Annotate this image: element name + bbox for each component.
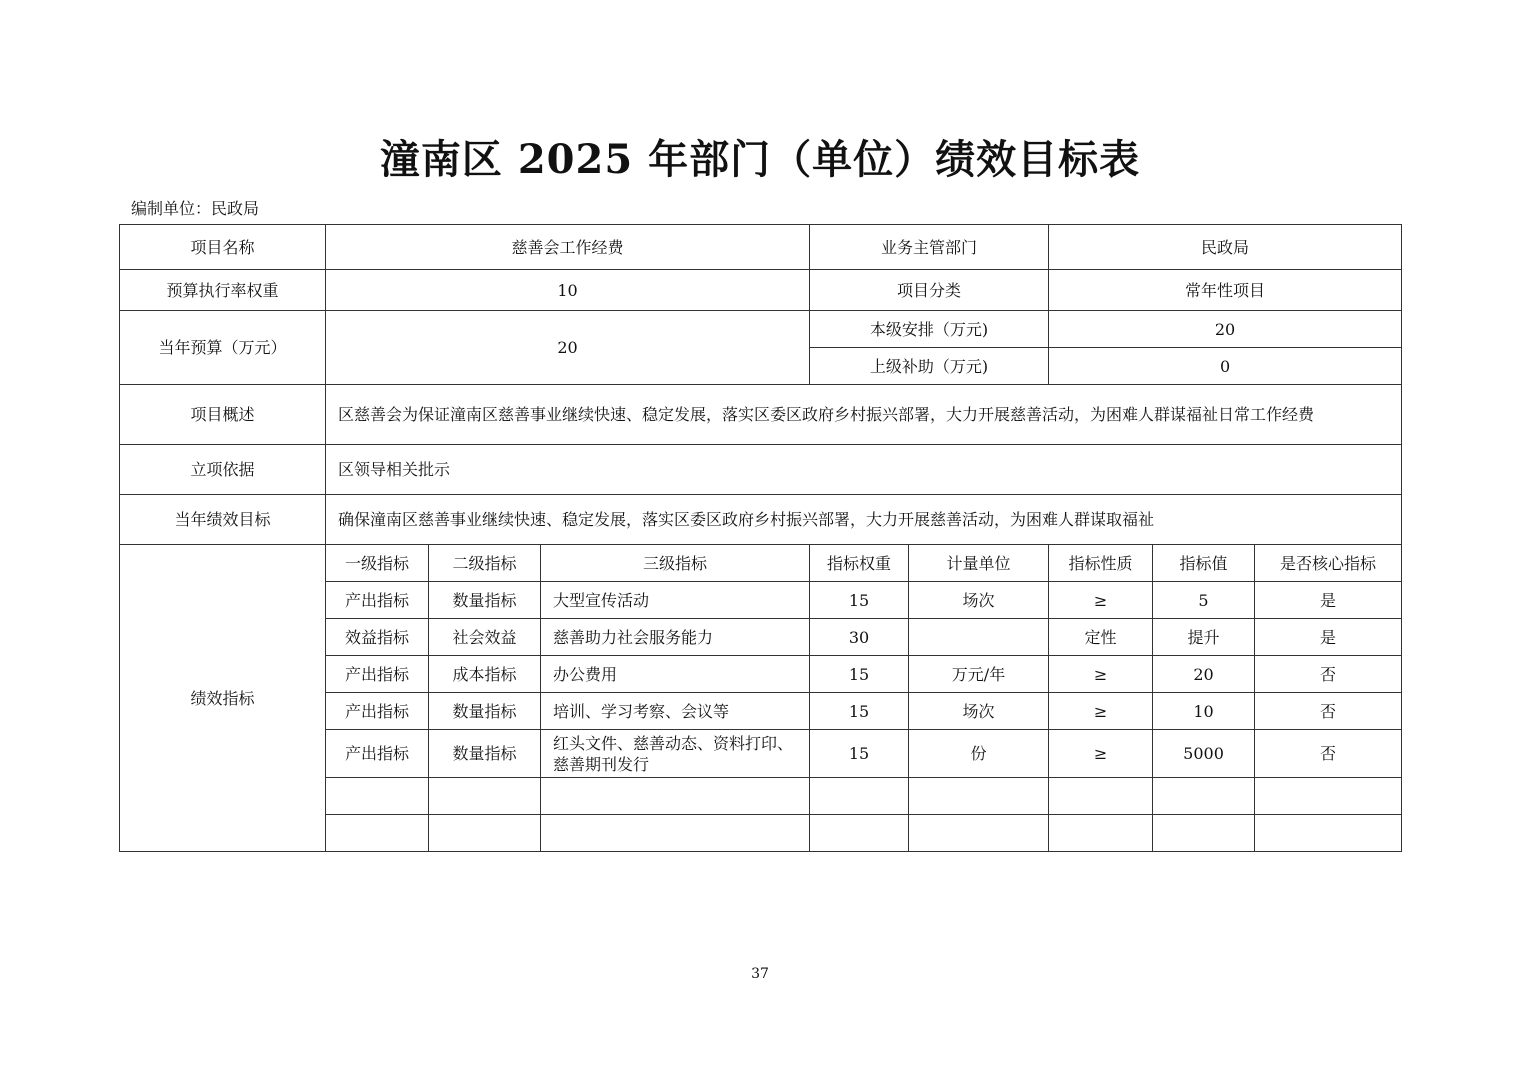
level1-cell: 产出指标 [326,582,429,619]
level3-cell: 红头文件、慈善动态、资料打印、慈善期刊发行 [541,730,810,778]
page-title: 潼南区 2025 年部门（单位）绩效目标表 [379,136,1141,183]
unit-cell [909,619,1049,656]
budget-rate-value: 10 [326,270,810,311]
core-cell: 是 [1255,619,1402,656]
unit-cell: 场次 [909,693,1049,730]
nature-cell: ≥ [1049,656,1153,693]
goal-value: 确保潼南区慈善事业继续快速、稳定发展，落实区委区政府乡村振兴部署，大力开展慈善活动，为困难人群谋取福祉 [326,495,1402,545]
core-cell: 否 [1255,656,1402,693]
upper-value: 0 [1049,348,1402,385]
level3-cell: 慈善助力社会服务能力 [541,619,810,656]
level2-cell [429,815,541,852]
basis-label: 立项依据 [120,445,326,495]
value-cell [1153,778,1255,815]
value-cell: 5 [1153,582,1255,619]
unit-cell [909,815,1049,852]
level2-cell: 数量指标 [429,582,541,619]
nature-cell [1049,778,1153,815]
compiling-unit: 编制单位：民政局 [131,199,260,218]
level1-cell: 产出指标 [326,656,429,693]
value-cell: 5000 [1153,730,1255,778]
column-header: 三级指标 [541,545,810,582]
weight-cell: 15 [810,730,909,778]
local-value: 20 [1049,311,1402,348]
column-header: 计量单位 [909,545,1049,582]
column-header: 二级指标 [429,545,541,582]
unit-cell: 万元/年 [909,656,1049,693]
nature-cell: ≥ [1049,730,1153,778]
unit-cell: 份 [909,730,1049,778]
level1-cell [326,815,429,852]
level2-cell: 社会效益 [429,619,541,656]
level1-cell: 产出指标 [326,693,429,730]
level2-cell: 数量指标 [429,730,541,778]
column-header: 指标性质 [1049,545,1153,582]
value-cell: 提升 [1153,619,1255,656]
overview-label: 项目概述 [120,385,326,445]
weight-cell: 30 [810,619,909,656]
category-label: 项目分类 [810,270,1049,311]
core-cell: 是 [1255,582,1402,619]
value-cell [1153,815,1255,852]
dept-value: 民政局 [1049,225,1402,270]
weight-cell [810,815,909,852]
level1-cell: 效益指标 [326,619,429,656]
dept-label: 业务主管部门 [810,225,1049,270]
annual-budget-value: 20 [326,311,810,385]
overview-value: 区慈善会为保证潼南区慈善事业继续快速、稳定发展，落实区委区政府乡村振兴部署，大力开展慈善活动，为困难人群谋福祉日常工作经费 [326,385,1402,445]
column-header: 一级指标 [326,545,429,582]
level2-cell: 成本指标 [429,656,541,693]
local-label: 本级安排（万元) [810,311,1049,348]
core-cell: 否 [1255,693,1402,730]
core-cell [1255,815,1402,852]
nature-cell [1049,815,1153,852]
weight-cell: 15 [810,582,909,619]
level1-cell [326,778,429,815]
level3-cell [541,815,810,852]
level2-cell: 数量指标 [429,693,541,730]
column-header: 指标值 [1153,545,1255,582]
column-header: 指标权重 [810,545,909,582]
indicators-label: 绩效指标 [120,545,326,852]
value-cell: 20 [1153,656,1255,693]
goal-label: 当年绩效目标 [120,495,326,545]
budget-rate-label: 预算执行率权重 [120,270,326,311]
column-header: 是否核心指标 [1255,545,1402,582]
nature-cell: ≥ [1049,582,1153,619]
level3-cell: 大型宣传活动 [541,582,810,619]
category-value: 常年性项目 [1049,270,1402,311]
basis-value: 区领导相关批示 [326,445,1402,495]
level1-cell: 产出指标 [326,730,429,778]
nature-cell: 定性 [1049,619,1153,656]
level3-cell [541,778,810,815]
project-name-value: 慈善会工作经费 [326,225,810,270]
weight-cell [810,778,909,815]
annual-budget-label: 当年预算（万元） [120,311,326,385]
unit-cell [909,778,1049,815]
level3-cell: 培训、学习考察、会议等 [541,693,810,730]
page-number: 37 [751,966,769,982]
nature-cell: ≥ [1049,693,1153,730]
project-name-label: 项目名称 [120,225,326,270]
weight-cell: 15 [810,693,909,730]
performance-table [119,224,1402,852]
level3-cell: 办公费用 [541,656,810,693]
unit-cell: 场次 [909,582,1049,619]
core-cell: 否 [1255,730,1402,778]
level2-cell [429,778,541,815]
upper-label: 上级补助（万元) [810,348,1049,385]
core-cell [1255,778,1402,815]
weight-cell: 15 [810,656,909,693]
value-cell: 10 [1153,693,1255,730]
